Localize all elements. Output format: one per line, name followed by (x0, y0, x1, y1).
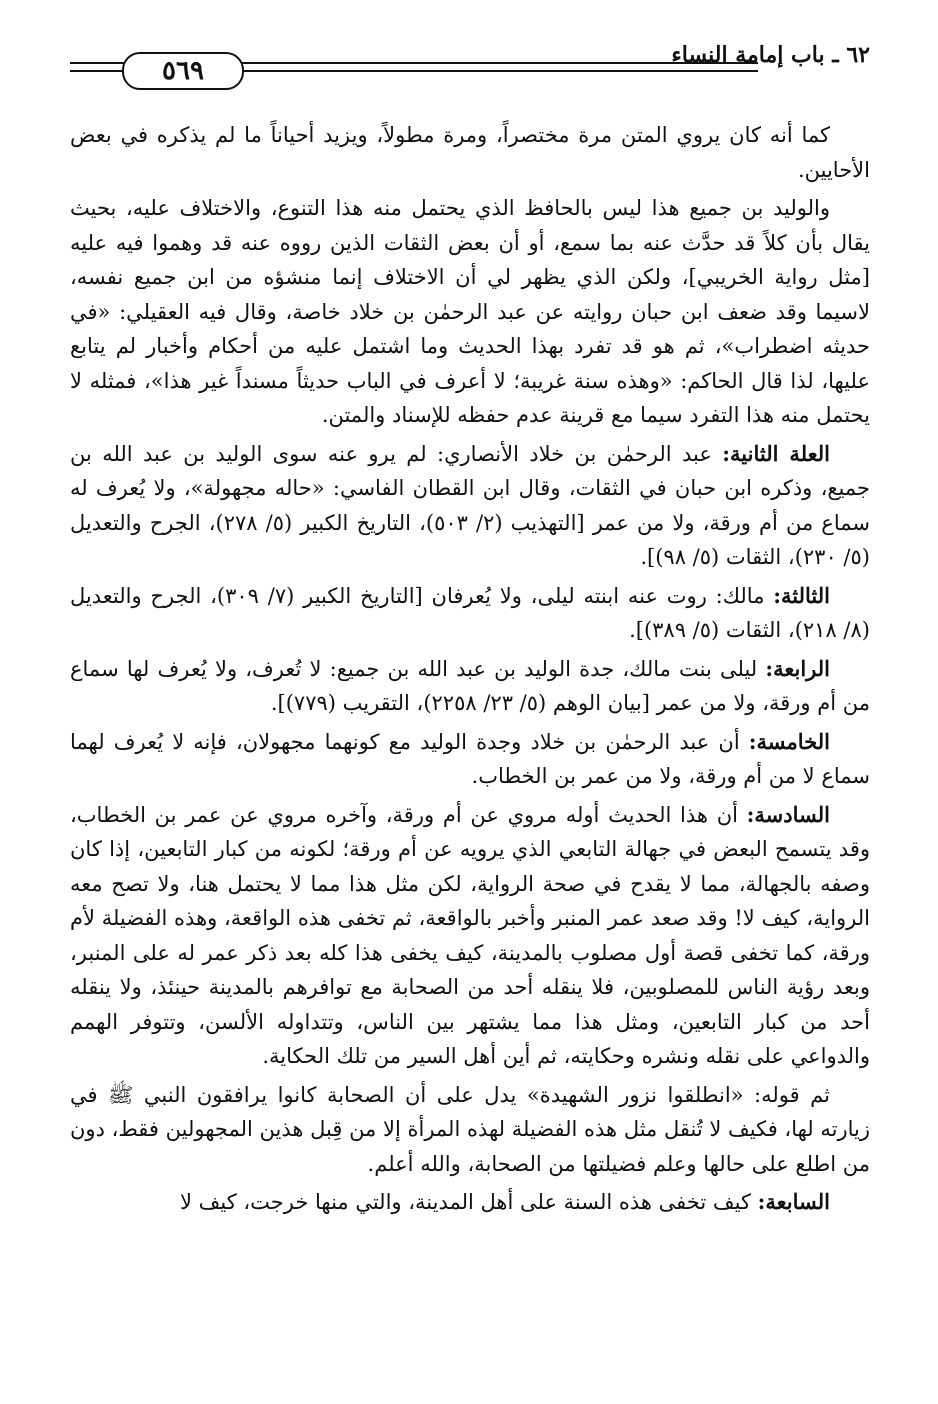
paragraph (70, 798, 870, 1074)
paragraph-label: الخامسة: (748, 728, 830, 754)
paragraph-label: السادسة: (746, 801, 830, 827)
header-rule (238, 70, 758, 72)
header-rule (70, 70, 125, 72)
paragraph (70, 191, 870, 433)
paragraph-label: الثالثة: (773, 582, 830, 608)
paragraph-text: كيف تخفى هذه السنة على أهل المدينة، والتي منها خرجت، كيف لا (179, 1190, 751, 1214)
paragraph-text: والوليد بن جميع هذا ليس بالحافظ الذي يحتمل منه هذا التنوع، والاختلاف عليه، بحيث يقال بأن كلاً قد حدَّث عنه بما سمع، أو أن بعض الثقات الذين رووه عنه قد وهموا فيه عليه [مثل رواية الخريبي]، ولكن الذي يظهر لي أن الاختلاف إنما منشؤه من ابن جميع نفسه، لاسيما وقد ضعف ابن حبان روايته عن عبد الرحمٰن بن خلاد خاصة، وقال فيه العقيلي: «في حديثه اضطراب»، ثم هو قد تفرد بهذا الحديث وما اشتمل عليه من أحكام وأخبار لم يتابع عليها، لذا قال الحاكم: «وهذه سنة غريبة؛ لا أعرف في الباب حديثاً مسنداً غير هذا»، فمثله لا يحتمل منه هذا التفرد سيما مع قرينة عدم حفظه للإسناد والمتن. (70, 196, 870, 427)
paragraph-label: الرابعة: (765, 655, 830, 681)
paragraph-label: العلة الثانية: (722, 440, 831, 466)
paragraph (70, 725, 870, 794)
paragraph (70, 579, 870, 648)
paragraph-text: أن عبد الرحمٰن بن خلاد وجدة الوليد مع كونهما مجهولان، فإنه لا يُعرف لهما سماع لا من أم ورقة، ولا من عمر بن الخطاب. (70, 729, 870, 788)
paragraph-label: السابعة: (757, 1189, 830, 1214)
paragraph-text: ليلى بنت مالك، جدة الوليد بن عبد الله بن جميع: لا تُعرف، ولا يُعرف لها سماع من أم ورقة، ولا من عمر [بيان الوهم (٥/ ٢٣/ ٢٢٥٨)، التقريب (٧٧٩)]. (70, 656, 870, 715)
paragraph (70, 1078, 870, 1182)
paragraph (70, 437, 870, 575)
paragraph-text: أن هذا الحديث أوله مروي عن أم ورقة، وآخره مروي عن عمر بن الخطاب، وقد يتسمح البعض في جهالة التابعي الذي يرويه عن أم ورقة؛ لكونه من كبار التابعين، إذا كان وصفه بالجهالة، مما لا يقدح في صحة الرواية، لكن مثل هذا مما لا يحتمل هنا، ولا تصح معه الرواية، كيف لا! وقد صعد عمر المنبر وأخبر بالواقعة، ثم تخفى هذه الواقعة، وهذه الفضيلة لأم ورقة، كما تخفى قصة أول مصلوب بالمدينة، كيف يخفى هذا كله بعد ذكر عمر له على المنبر، وبعد رؤية الناس للمصلوبين، فلا ينقله أحد من الصحابة مع توافرهم بالمدينة حينئذ، ولا ينقله أحد من كبار التابعين، ومثل هذا مما يشتهر بين الناس، وتتداوله الألسن، وتتوفر الهمم والدواعي على نقله ونشره وحكايته، ثم أين أهل السير من تلك الحكاية. (70, 802, 870, 1068)
paragraph-text: عبد الرحمٰن بن خلاد الأنصاري: لم يرو عنه سوى الوليد بن عبد الله بن جميع، وذكره ابن حبان في الثقات، وقال ابن القطان الفاسي: «حاله مجهولة»، ولا يُعرف له سماع من أم ورقة، ولا من عمر [التهذيب (٢/ ٥٠٣)، التاريخ الكبير (٥/ ٢٧٨)، الجرح والتعديل (٥/ ٢٣٠)، الثقات (٥/ ٩٨)]. (70, 441, 870, 569)
header-rule (70, 62, 125, 64)
paragraph (70, 118, 870, 187)
page-header (70, 42, 870, 90)
page-body (70, 118, 870, 1224)
paragraph (70, 1185, 870, 1220)
paragraph-text: ثم قوله: «انطلقوا نزور الشهيدة» يدل على أن الصحابة كانوا يرافقون النبي ﷺ في زيارته لها، فكيف لا تُنقل مثل هذه الفضيلة لهذه المرأة إلا من قِبل هذين المجهولين فقط، دون من اطلع على حالها وعلم فضيلتها من الصحابة، والله أعلم. (70, 1082, 870, 1176)
page-number: ٥٦٩ (122, 52, 244, 90)
paragraph (70, 652, 870, 721)
paragraph-text: كما أنه كان يروي المتن مرة مختصراً، ومرة مطولاً، ويزيد أحياناً ما لم يذكره في بعض الأحايين. (70, 123, 870, 182)
chapter-title: ٦٢ ـ باب إمامة النساء (671, 42, 870, 68)
paragraph-text: مالك: روت عنه ابنته ليلى، ولا يُعرفان [التاريخ الكبير (٧/ ٣٠٩)، الجرح والتعديل (٨/ ٢١٨)، الثقات (٥/ ٣٨٩)]. (70, 583, 870, 642)
